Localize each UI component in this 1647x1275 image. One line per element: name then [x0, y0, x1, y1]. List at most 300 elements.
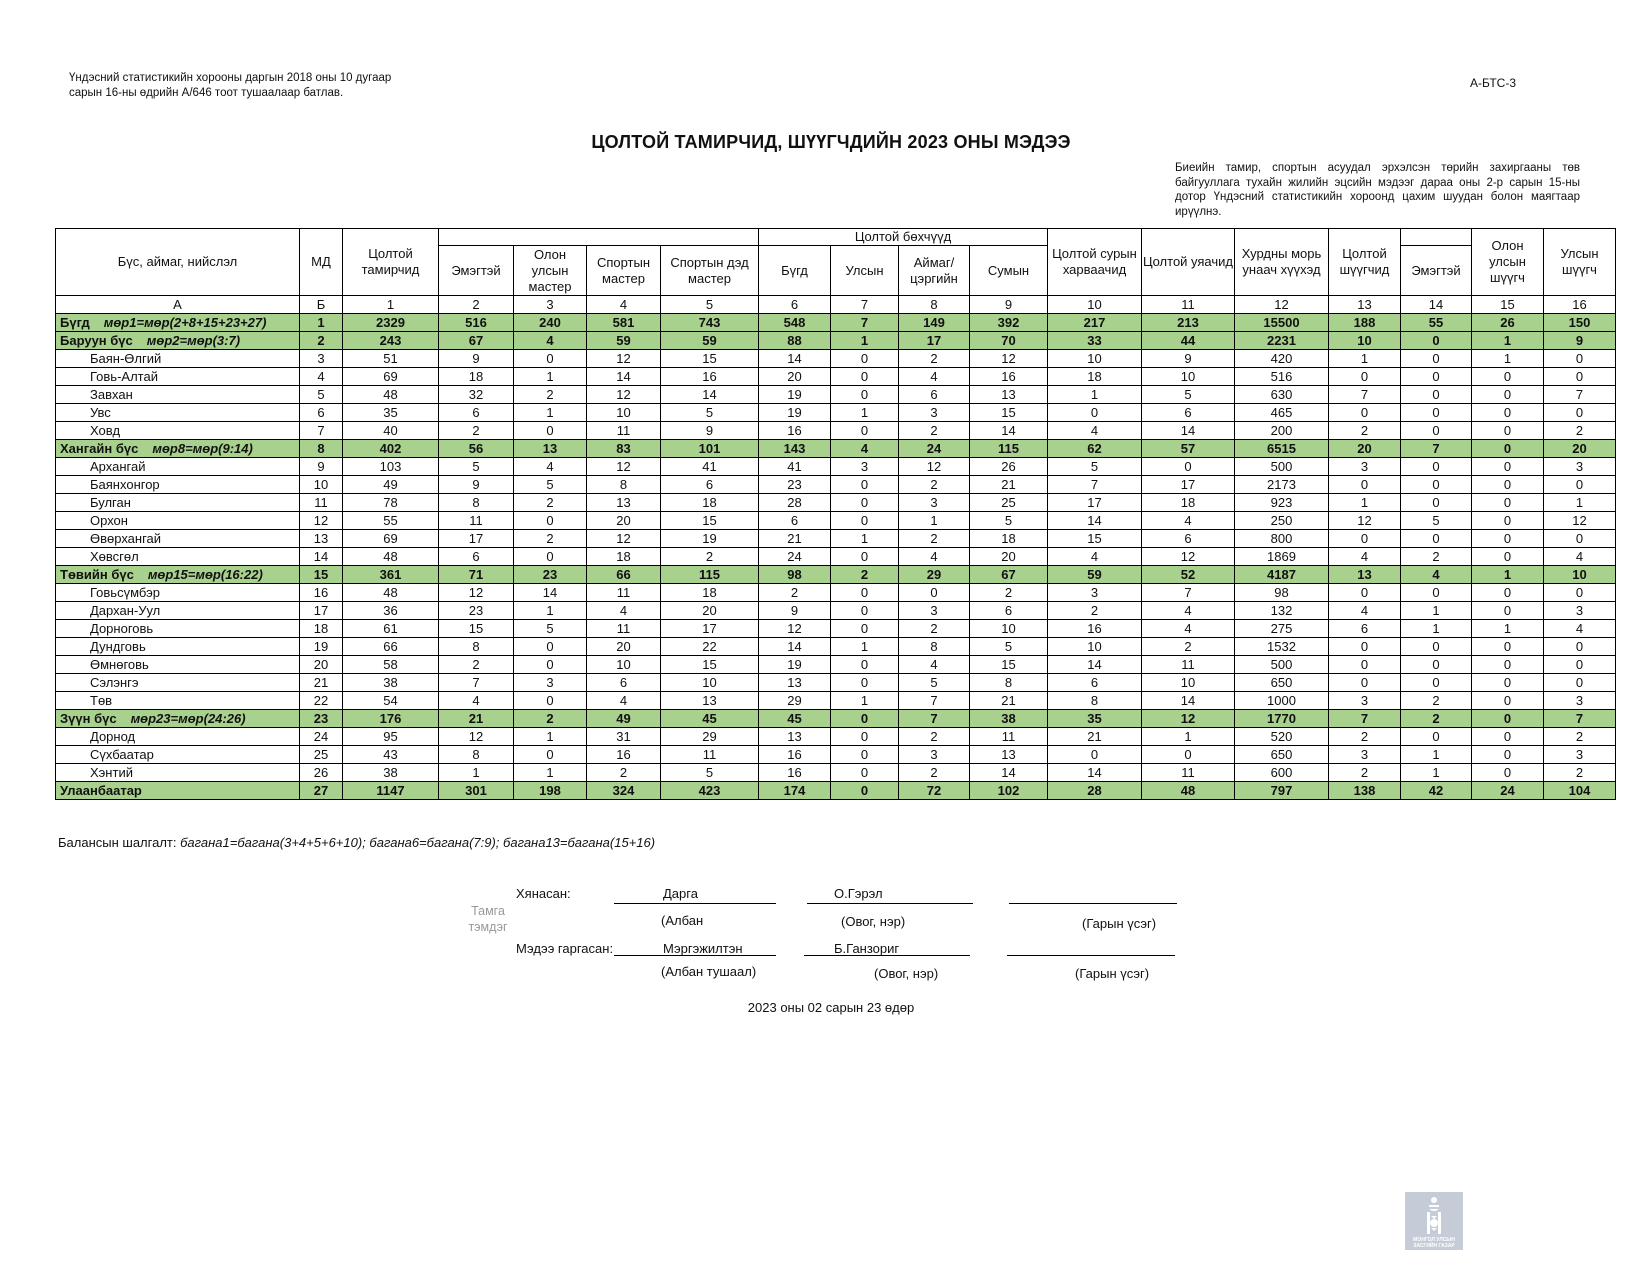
value-cell: 0 [1401, 674, 1472, 692]
value-cell: 500 [1235, 656, 1329, 674]
row-number-cell: 18 [300, 620, 343, 638]
value-cell: 3 [1329, 692, 1401, 710]
value-cell: 18 [587, 548, 661, 566]
value-cell: 10 [1329, 332, 1401, 350]
value-cell: 4 [1142, 602, 1235, 620]
value-cell: 2 [1401, 710, 1472, 728]
value-cell: 1 [514, 764, 587, 782]
value-cell: 14 [1048, 656, 1142, 674]
region-name-cell [56, 746, 300, 764]
value-cell: 0 [1544, 530, 1616, 548]
value-cell: 0 [1472, 746, 1544, 764]
value-cell: 16 [759, 764, 831, 782]
region-name: Төвийн бүс [60, 566, 134, 582]
value-cell: 743 [661, 314, 759, 332]
header-national: Улсын [831, 246, 899, 296]
value-cell: 13 [970, 386, 1048, 404]
value-cell: 149 [899, 314, 970, 332]
value-cell: 2 [759, 584, 831, 602]
region-name: Өмнөговь [90, 656, 149, 672]
value-cell: 0 [1472, 530, 1544, 548]
value-cell: 1 [514, 728, 587, 746]
value-cell: 67 [970, 566, 1048, 584]
value-cell: 0 [1472, 494, 1544, 512]
value-cell: 1 [1401, 620, 1472, 638]
value-cell: 2173 [1235, 476, 1329, 494]
value-cell: 6 [899, 386, 970, 404]
value-cell: 0 [1472, 458, 1544, 476]
column-index-cell: 13 [1329, 296, 1401, 314]
value-cell: 49 [587, 710, 661, 728]
value-cell: 1770 [1235, 710, 1329, 728]
table-body [56, 314, 1616, 800]
value-cell: 10 [661, 674, 759, 692]
prepared-sign-line [1007, 955, 1175, 956]
value-cell: 11 [587, 584, 661, 602]
value-cell: 0 [1472, 512, 1544, 530]
value-cell: 54 [343, 692, 439, 710]
value-cell: 0 [1472, 404, 1544, 422]
value-cell: 20 [661, 602, 759, 620]
table-row [56, 584, 1616, 602]
value-cell: 35 [1048, 710, 1142, 728]
region-name-cell [56, 386, 300, 404]
value-cell: 10 [1142, 674, 1235, 692]
value-cell: 2 [1544, 764, 1616, 782]
value-cell: 9 [661, 422, 759, 440]
value-cell: 67 [439, 332, 514, 350]
region-name-cell [56, 692, 300, 710]
value-cell: 0 [1472, 548, 1544, 566]
value-cell: 2 [1329, 728, 1401, 746]
table-row [56, 386, 1616, 404]
value-cell: 423 [661, 782, 759, 800]
region-name-cell [56, 782, 300, 800]
value-cell: 26 [970, 458, 1048, 476]
value-cell: 2 [1401, 692, 1472, 710]
header-national-referee: Улсын шүүгч [1544, 229, 1616, 296]
value-cell: 4 [514, 332, 587, 350]
value-cell: 20 [1329, 440, 1401, 458]
value-cell: 26 [1472, 314, 1544, 332]
table-row [56, 404, 1616, 422]
value-cell: 7 [1142, 584, 1235, 602]
value-cell: 10 [1142, 368, 1235, 386]
government-logo [1405, 1192, 1463, 1250]
value-cell: 14 [1142, 422, 1235, 440]
region-name: Төв [90, 692, 113, 708]
value-cell: 14 [587, 368, 661, 386]
value-cell: 21 [439, 710, 514, 728]
value-cell: 188 [1329, 314, 1401, 332]
value-cell: 2 [1544, 422, 1616, 440]
value-cell: 0 [1142, 746, 1235, 764]
value-cell: 7 [831, 314, 899, 332]
region-name: Хангайн бүс [60, 440, 139, 456]
row-number-cell: 27 [300, 782, 343, 800]
value-cell: 15 [661, 512, 759, 530]
value-cell: 6 [1142, 530, 1235, 548]
region-name: Говьсүмбэр [90, 584, 161, 600]
value-cell: 0 [1472, 386, 1544, 404]
value-cell: 17 [439, 530, 514, 548]
value-cell: 174 [759, 782, 831, 800]
row-number-cell: 15 [300, 566, 343, 584]
region-name-cell [56, 332, 300, 350]
value-cell: 1 [1329, 350, 1401, 368]
value-cell: 115 [970, 440, 1048, 458]
column-index-cell: 10 [1048, 296, 1142, 314]
value-cell: 402 [343, 440, 439, 458]
value-cell: 0 [514, 746, 587, 764]
value-cell: 143 [759, 440, 831, 458]
value-cell: 0 [1401, 494, 1472, 512]
value-cell: 0 [1472, 584, 1544, 602]
value-cell: 0 [1472, 710, 1544, 728]
page-title: ЦОЛТОЙ ТАМИРЧИД, ШҮҮГЧДИЙН 2023 ОНЫ МЭДЭЭ [591, 132, 1071, 152]
value-cell: 250 [1235, 512, 1329, 530]
value-cell: 3 [899, 404, 970, 422]
row-number-cell: 20 [300, 656, 343, 674]
value-cell: 1 [899, 512, 970, 530]
value-cell: 1532 [1235, 638, 1329, 656]
value-cell: 0 [1329, 584, 1401, 602]
column-index-row [56, 296, 1616, 314]
value-cell: 9 [439, 476, 514, 494]
value-cell: 25 [970, 494, 1048, 512]
column-index-cell: 14 [1401, 296, 1472, 314]
value-cell: 0 [831, 350, 899, 368]
form-code: А-БТС-3 [1469, 76, 1516, 90]
region-name: Улаанбаатар [60, 782, 142, 798]
column-index-cell: 12 [1235, 296, 1329, 314]
value-cell: 1 [1472, 566, 1544, 584]
value-cell: 22 [661, 638, 759, 656]
value-cell: 6 [661, 476, 759, 494]
row-formula: мөр15=мөр(16:22) [147, 566, 263, 582]
value-cell: 29 [899, 566, 970, 584]
value-cell: 0 [831, 512, 899, 530]
column-index-cell: А [56, 296, 300, 314]
value-cell: 0 [1401, 530, 1472, 548]
value-cell: 0 [1401, 638, 1472, 656]
value-cell: 6 [587, 674, 661, 692]
region-name: Орхон [90, 512, 128, 528]
value-cell: 0 [831, 746, 899, 764]
value-cell: 1 [831, 638, 899, 656]
header-women: Эмэгтэй [439, 246, 514, 296]
header-sum: Сумын [970, 246, 1048, 296]
value-cell: 0 [1401, 656, 1472, 674]
value-cell: 3 [1544, 746, 1616, 764]
value-cell: 4 [1329, 602, 1401, 620]
header-women-referees: Эмэгтэй [1401, 246, 1472, 296]
table-row [56, 728, 1616, 746]
value-cell: 0 [831, 368, 899, 386]
value-cell: 41 [759, 458, 831, 476]
value-cell: 40 [343, 422, 439, 440]
value-cell: 1869 [1235, 548, 1329, 566]
value-cell: 7 [899, 710, 970, 728]
value-cell: 2 [514, 494, 587, 512]
value-cell: 36 [343, 602, 439, 620]
region-name: Дундговь [90, 638, 146, 654]
value-cell: 275 [1235, 620, 1329, 638]
column-index-cell: 5 [661, 296, 759, 314]
region-name: Баян-Өлгий [90, 350, 162, 366]
prepared-name-caption: (Овог, нэр) [874, 966, 939, 981]
value-cell: 18 [1142, 494, 1235, 512]
value-cell: 4187 [1235, 566, 1329, 584]
value-cell: 0 [831, 494, 899, 512]
value-cell: 7 [1048, 476, 1142, 494]
region-name: Баруун бүс [60, 332, 133, 348]
header-intl-referee: Олон улсын шүүгч [1472, 229, 1544, 296]
summary-row [56, 566, 1616, 584]
header-aimag: Аймаг/ цэргийн [899, 246, 970, 296]
value-cell: 17 [1142, 476, 1235, 494]
region-name: Дархан-Уул [90, 602, 161, 618]
value-cell: 35 [343, 404, 439, 422]
value-cell: 0 [514, 656, 587, 674]
value-cell: 9 [439, 350, 514, 368]
value-cell: 3 [831, 458, 899, 476]
value-cell: 1 [1048, 386, 1142, 404]
value-cell: 1 [831, 530, 899, 548]
value-cell: 7 [899, 692, 970, 710]
region-name: Дорноговь [90, 620, 154, 636]
value-cell: 0 [1472, 656, 1544, 674]
value-cell: 0 [899, 584, 970, 602]
value-cell: 15500 [1235, 314, 1329, 332]
column-index-cell: 11 [1142, 296, 1235, 314]
stamp-line-2: тэмдэг [468, 920, 508, 934]
value-cell: 59 [661, 332, 759, 350]
value-cell: 59 [1048, 566, 1142, 584]
value-cell: 150 [1544, 314, 1616, 332]
value-cell: 12 [587, 386, 661, 404]
value-cell: 1 [1329, 494, 1401, 512]
row-number-cell: 12 [300, 512, 343, 530]
value-cell: 17 [899, 332, 970, 350]
value-cell: 29 [759, 692, 831, 710]
region-name-cell [56, 620, 300, 638]
value-cell: 0 [1048, 746, 1142, 764]
value-cell: 12 [1142, 548, 1235, 566]
value-cell: 0 [514, 350, 587, 368]
row-number-cell: 17 [300, 602, 343, 620]
value-cell: 10 [1544, 566, 1616, 584]
value-cell: 301 [439, 782, 514, 800]
value-cell: 3 [1329, 458, 1401, 476]
value-cell: 2 [899, 728, 970, 746]
value-cell: 8 [587, 476, 661, 494]
value-cell: 16 [759, 746, 831, 764]
value-cell: 14 [1142, 692, 1235, 710]
header-referees: Цолтой шүүгчид [1329, 229, 1401, 296]
value-cell: 15 [661, 656, 759, 674]
summary-row [56, 440, 1616, 458]
value-cell: 0 [1544, 656, 1616, 674]
table-row [56, 530, 1616, 548]
value-cell: 0 [831, 422, 899, 440]
value-cell: 1 [831, 692, 899, 710]
value-cell: 1 [1401, 764, 1472, 782]
value-cell: 12 [1544, 512, 1616, 530]
approval-note [69, 71, 489, 101]
value-cell: 14 [970, 422, 1048, 440]
table-row [56, 494, 1616, 512]
approval-line-2: сарын 16-ны өдрийн А/646 тоот тушаалаар батлав. [69, 87, 344, 99]
reviewed-label: Хянасан: [516, 886, 571, 901]
value-cell: 0 [1329, 674, 1401, 692]
value-cell: 8 [439, 746, 514, 764]
region-name-cell [56, 764, 300, 782]
value-cell: 4 [1048, 422, 1142, 440]
value-cell: 0 [1472, 368, 1544, 386]
value-cell: 5 [970, 512, 1048, 530]
value-cell: 8 [899, 638, 970, 656]
value-cell: 21 [759, 530, 831, 548]
region-name-cell [56, 512, 300, 530]
value-cell: 0 [831, 386, 899, 404]
value-cell: 0 [1329, 656, 1401, 674]
value-cell: 650 [1235, 746, 1329, 764]
row-number-cell: 2 [300, 332, 343, 350]
value-cell: 23 [439, 602, 514, 620]
table-row [56, 746, 1616, 764]
value-cell: 17 [661, 620, 759, 638]
value-cell: 1 [1401, 746, 1472, 764]
header-intl-master: Олон улсын мастер [514, 246, 587, 296]
region-name-cell [56, 494, 300, 512]
row-number-cell: 3 [300, 350, 343, 368]
value-cell: 3 [1544, 692, 1616, 710]
value-cell: 138 [1329, 782, 1401, 800]
value-cell: 103 [343, 458, 439, 476]
value-cell: 98 [759, 566, 831, 584]
value-cell: 2 [899, 422, 970, 440]
value-cell: 1 [831, 404, 899, 422]
value-cell: 797 [1235, 782, 1329, 800]
table-row [56, 512, 1616, 530]
value-cell: 15 [439, 620, 514, 638]
value-cell: 4 [1544, 548, 1616, 566]
statistics-table [55, 228, 1616, 800]
value-cell: 28 [1048, 782, 1142, 800]
reviewed-position-caption: (Албан [661, 913, 704, 928]
table-row [56, 350, 1616, 368]
value-cell: 6 [439, 404, 514, 422]
region-name-cell [56, 638, 300, 656]
value-cell: 500 [1235, 458, 1329, 476]
value-cell: 0 [1329, 530, 1401, 548]
value-cell: 10 [970, 620, 1048, 638]
region-name: Хөвсгөл [90, 548, 139, 564]
region-name: Бүгд [60, 314, 90, 330]
value-cell: 12 [1142, 710, 1235, 728]
value-cell: 0 [831, 782, 899, 800]
value-cell: 5 [1401, 512, 1472, 530]
value-cell: 2 [661, 548, 759, 566]
region-name: Увс [90, 404, 111, 420]
value-cell: 1 [1472, 350, 1544, 368]
value-cell: 5 [970, 638, 1048, 656]
header-archers: Цолтой сурын харваачид [1048, 229, 1142, 296]
value-cell: 19 [759, 656, 831, 674]
logo-text-1: МОНГОЛ УЛСЫН [1413, 1237, 1455, 1243]
value-cell: 23 [514, 566, 587, 584]
value-cell: 0 [1544, 404, 1616, 422]
region-name: Дорнод [90, 728, 136, 744]
region-name: Завхан [90, 386, 133, 402]
value-cell: 4 [1544, 620, 1616, 638]
row-number-cell: 24 [300, 728, 343, 746]
table-row [56, 422, 1616, 440]
value-cell: 2 [439, 422, 514, 440]
value-cell: 650 [1235, 674, 1329, 692]
value-cell: 23 [759, 476, 831, 494]
value-cell: 24 [1472, 782, 1544, 800]
value-cell: 0 [514, 548, 587, 566]
submission-note: Биеийн тамир, спортын асуудал эрхэлсэн төрийн захиргааны төв байгууллага тухайн жилийн эцсийн мэдээг дараа оны 2-р сарын 15-ны дотор Үндэсний статистикийн хороонд цахим шуудан болон маягтаар ирүүлнэ. [1175, 162, 1580, 218]
header-region: Бүс, аймаг, нийслэл [56, 229, 300, 296]
column-index-cell: 1 [343, 296, 439, 314]
value-cell: 0 [1401, 458, 1472, 476]
value-cell: 13 [970, 746, 1048, 764]
header-titled-athletes: Цолтой тамирчид [343, 229, 439, 296]
row-number-cell: 11 [300, 494, 343, 512]
value-cell: 58 [343, 656, 439, 674]
value-cell: 7 [1329, 386, 1401, 404]
value-cell: 1 [1472, 332, 1544, 350]
value-cell: 6 [1048, 674, 1142, 692]
region-name: Хэнтий [90, 764, 133, 780]
value-cell: 8 [970, 674, 1048, 692]
value-cell: 44 [1142, 332, 1235, 350]
value-cell: 12 [439, 584, 514, 602]
value-cell: 2 [1142, 638, 1235, 656]
value-cell: 4 [899, 548, 970, 566]
value-cell: 95 [343, 728, 439, 746]
value-cell: 2 [514, 530, 587, 548]
value-cell: 7 [1544, 710, 1616, 728]
value-cell: 13 [759, 728, 831, 746]
value-cell: 0 [1544, 584, 1616, 602]
value-cell: 15 [1048, 530, 1142, 548]
value-cell: 2 [1544, 728, 1616, 746]
region-name: Сүхбаатар [90, 746, 154, 762]
region-name-cell [56, 566, 300, 584]
approval-line-1: Үндэсний статистикийн хорооны даргын 2018 оны 10 дугаар [69, 72, 392, 84]
region-name: Говь-Алтай [90, 368, 158, 384]
value-cell: 5 [899, 674, 970, 692]
value-cell: 18 [661, 494, 759, 512]
region-name-cell [56, 440, 300, 458]
value-cell: 28 [759, 494, 831, 512]
row-number-cell: 22 [300, 692, 343, 710]
region-name-cell [56, 548, 300, 566]
reviewed-position-line [614, 903, 776, 904]
value-cell: 2329 [343, 314, 439, 332]
value-cell: 7 [439, 674, 514, 692]
reviewed-name-caption: (Овог, нэр) [841, 914, 906, 929]
value-cell: 11 [1142, 656, 1235, 674]
region-name: Булган [90, 494, 131, 510]
value-cell: 0 [1472, 638, 1544, 656]
value-cell: 0 [1401, 386, 1472, 404]
value-cell: 19 [661, 530, 759, 548]
